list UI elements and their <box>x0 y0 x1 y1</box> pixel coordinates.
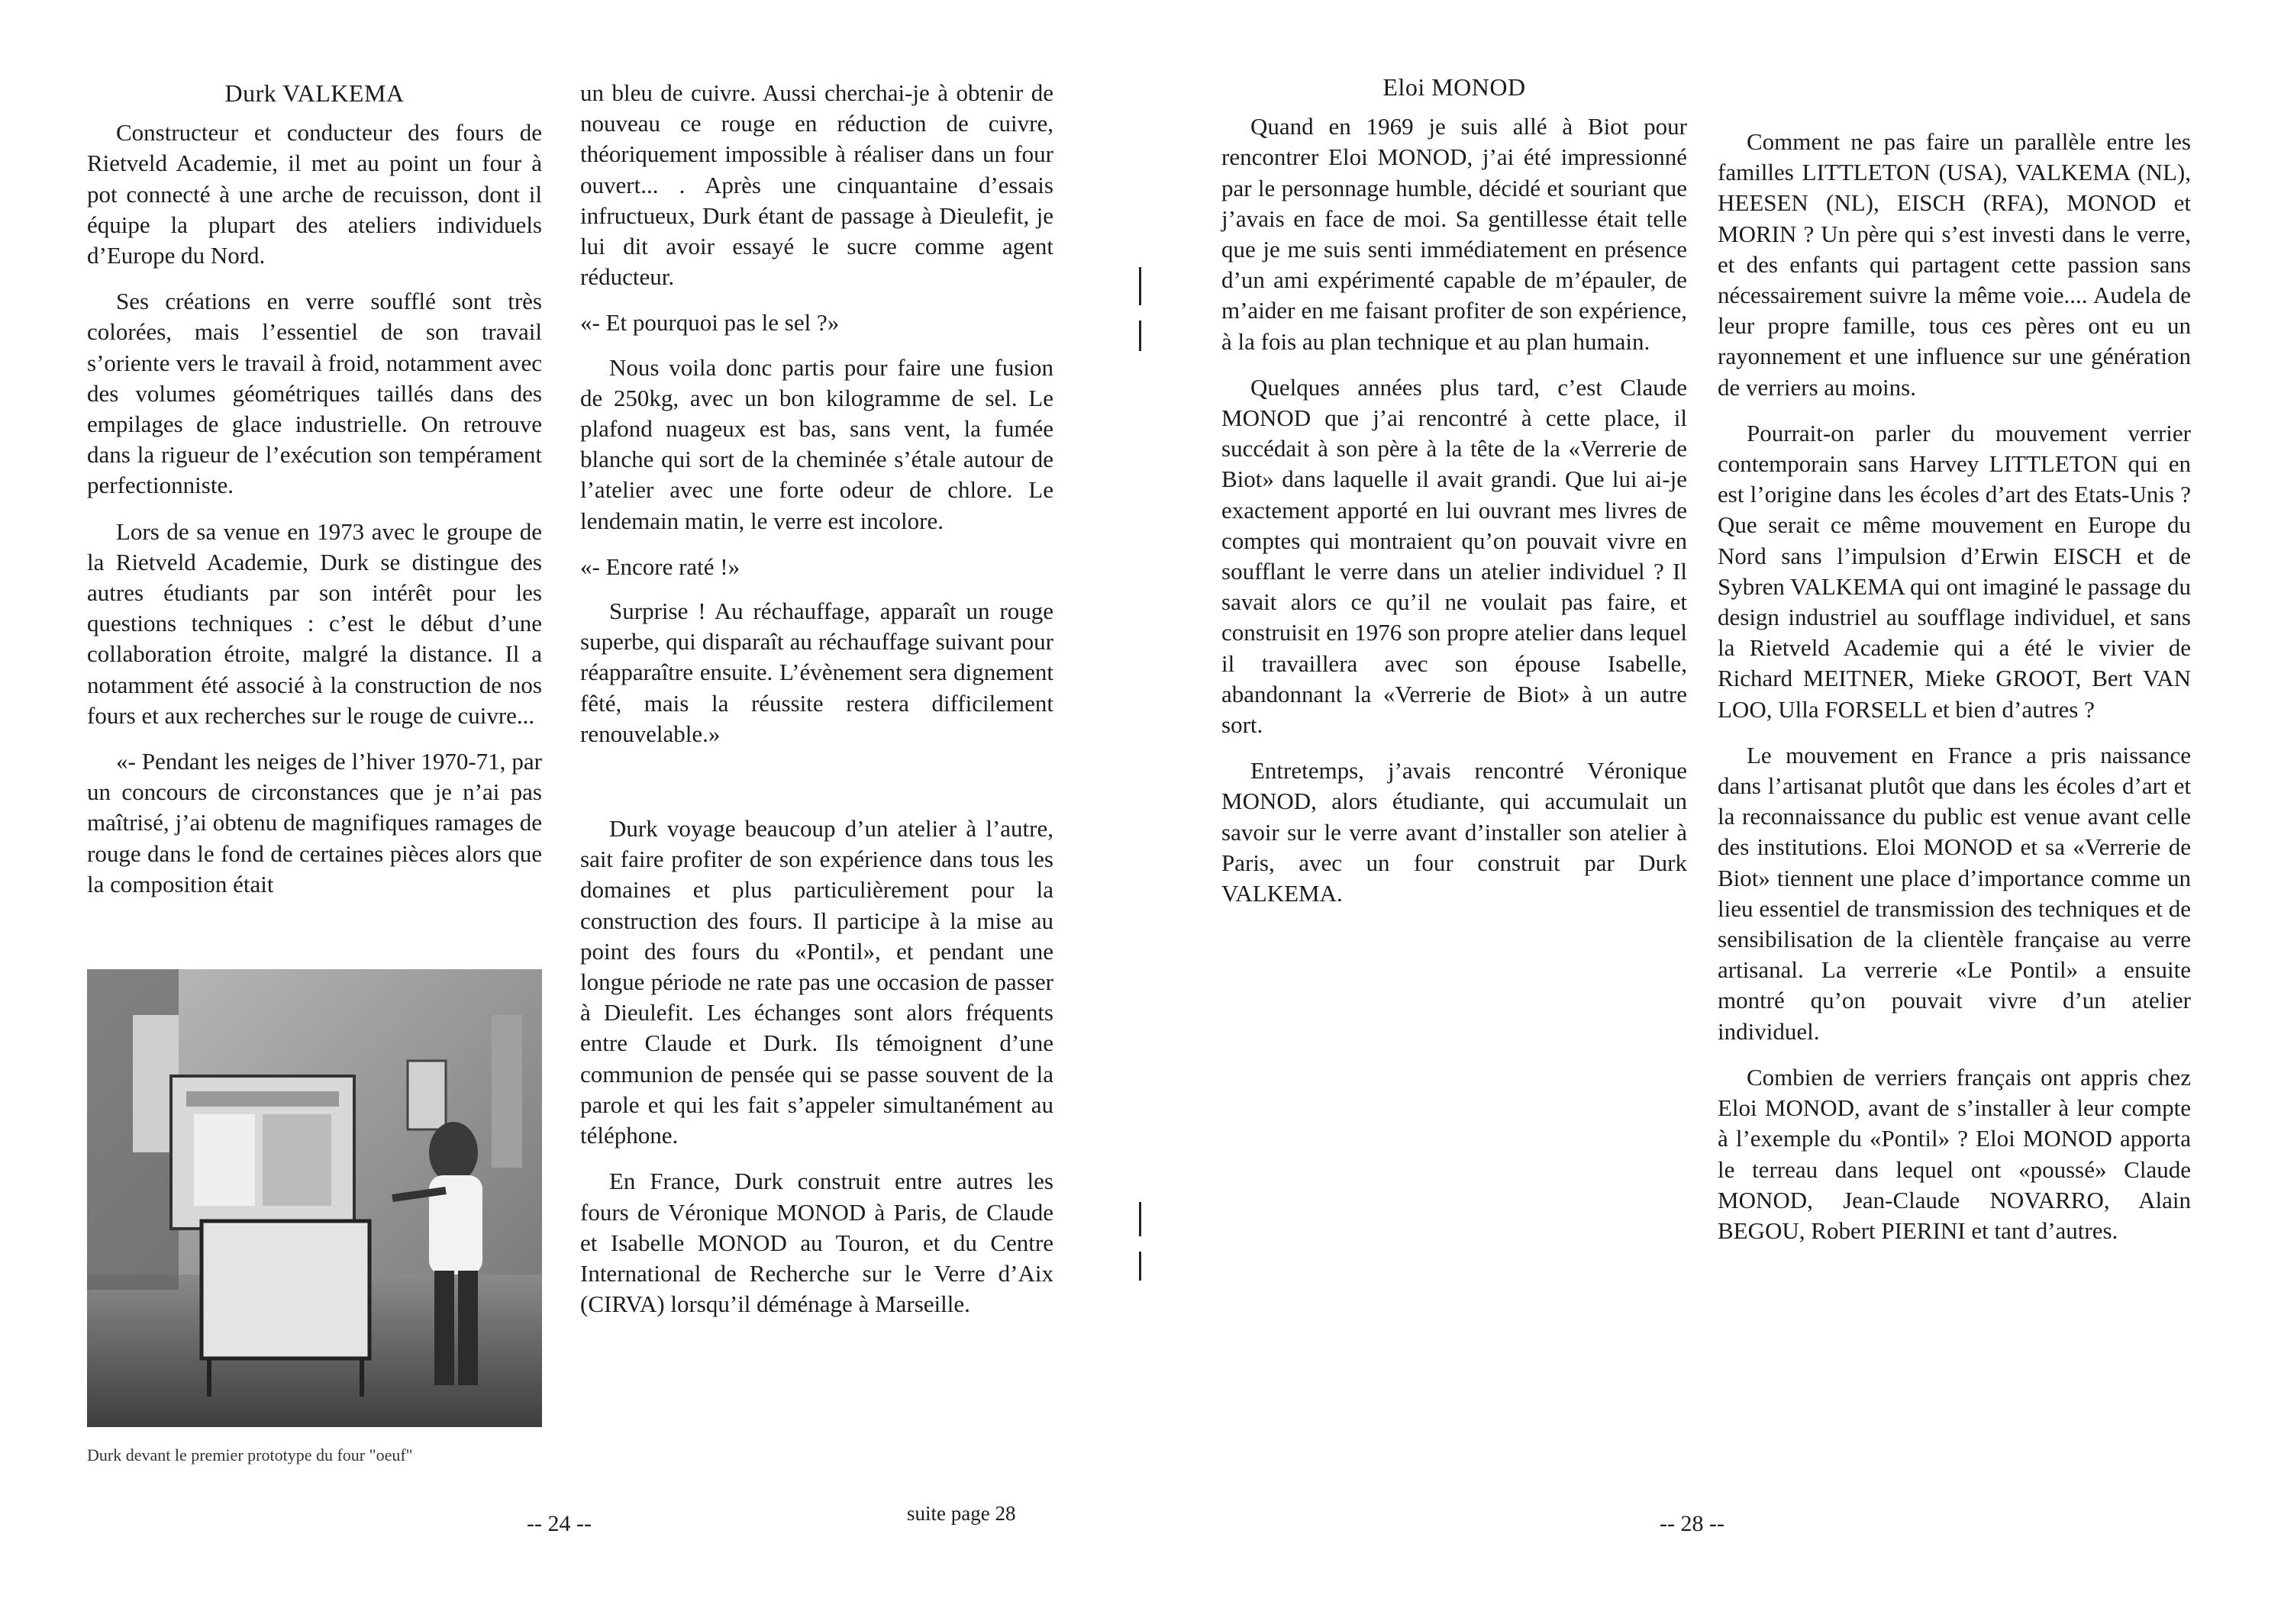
paragraph: Quelques années plus tard, c’est Claude MONOD que j’ai rencontré à cette place, il succédait à son père à la tête de la «Verrerie de Biot» dans laquelle il avait grandi. Que lui ai-je exactement apporté en lui ouvrant mes livres de comptes qui montraient qu’on pouvait vivre en soufflant le verre dans un atelier individuel ? Il savait alors ce qu’il ne voulait pas faire, et construisit en 1976 son propre atelier dans lequel il travaillera avec son épouse Isabelle, abandonnant la «Verrerie de Biot» à un autre sort. <box>1221 373 1687 739</box>
workshop-photo <box>87 969 542 1427</box>
paragraph: En France, Durk construit entre autres les fours de Véronique MONOD à Paris, de Claude et Isabelle MONOD au Touron, et du Centre International de Recherche sur le Verre d’Aix (CIRVA) lorsqu’il déménage à Marseille. <box>580 1168 1053 1318</box>
paragraph: Combien de verriers français ont appris chez Eloi MONOD, avant de s’installer à leur compte à l’exemple du «Pontil» ? Eloi MONOD apporta le terreau dans lequel ont «poussé» Claude MONOD, Jean-Claude NOVARRO, Alain BEGOU, Robert PIERINI et tant d’autres. <box>1718 1063 2191 1244</box>
workshop-photo-illustration <box>87 969 542 1427</box>
paragraph: Pourrait-on parler du mouvement verrier contemporain sans Harvey LITTLETON qui en est l’origine dans les écoles d’art des Etats-Unis ? Que serait ce même mouvement en Europe du Nord sans l’impulsion d’Erwin EISCH et de Sybren VALKEMA qui ont imaginé le passage du design industriel au soufflage individuel, et sans la Rietveld Academie qui a été le vivier de Richard MEITNER, Mieke GROOT, Bert VAN LOO, Ulla FORSELL et bien d’autres ? <box>1718 419 2191 723</box>
paragraph: Constructeur et conducteur des fours de Rietveld Academie, il met au point un four à pot connecté à une arche de recuisson, dont il équipe la plupart des ateliers individuels d’Europe du Nord. <box>87 119 542 269</box>
paragraph: un bleu de cuivre. Aussi cherchai-je à obtenir de nouveau ce rouge en réduction de cuivre, théoriquement impossible à réaliser dans un four ouvert... . Après une cinquantaine d’essais infructueux, Durk étant de passage à Dieulefit, je lui dit avoir essayé le sucre comme agent réducteur. <box>580 79 1053 291</box>
paragraph: Lors de sa venue en 1973 avec le groupe de la Rietveld Academie, Durk se distingue des autres étudiants par son intérêt pour les questions techniques : c’est le début d’une collaboration étroite, malgré la distance. Il a notamment été associé à la construction de nos fours et aux recherches sur le rouge de cuivre... <box>87 517 542 729</box>
paragraph: Nous voila donc partis pour faire une fusion de 250kg, avec un bon kilogramme de sel. Le plafond nuageux est bas, sans vent, la fumée blanche qui sort de la cheminée s’étale autour de l’atelier avec une forte odeur de chlore. Le lendemain matin, le verre est incolore. <box>580 353 1053 534</box>
paragraph: Comment ne pas faire un parallèle entre les familles LITTLETON (USA), VALKEMA (NL), HEESEN (NL), EISCH (RFA), MONOD et MORIN ? Un père qui s’est investi dans le verre, et des enfants qui partagent cette passion sans nécessairement suivre la même voie.... Audela de leur propre famille, tous ces pères ont eu un rayonnement et une influence sur une génération de verriers au moins. <box>1718 128 2191 401</box>
right-column-1 <box>1221 72 1687 924</box>
paragraph: Le mouvement en France a pris naissance dans l’artisanat plutôt que dans les écoles d’art et la reconnaissance du public est venue avant celle des institutions. Eloi MONOD et sa «Verrerie de Biot» tiennent une place d’importance comme un lieu essentiel de transmission des techniques et de sensibilisation de la clientèle française au verre artisanal. La verrerie «Le Pontil» a ensuite montré qu’on pouvait vivre d’un atelier individuel. <box>1718 741 2191 1045</box>
page-number-28: -- 28 -- <box>1660 1511 1724 1536</box>
paragraph: «- Pendant les neiges de l’hiver 1970-71, par un concours de circonstances que je n’ai pas maîtrisé, j’ai obtenu de magnifiques ramages de rouge dans le fond de certaines pièces alors que la composition était <box>87 748 542 897</box>
right-column-2 <box>1718 127 2191 1262</box>
section-heading-monod: Eloi MONOD <box>1382 73 1526 101</box>
left-column-1 <box>87 78 542 915</box>
paragraph: Ses créations en verre soufflé sont très colorées, mais l’essentiel de son travail s’oriente vers le travail à froid, notamment avec des volumes géométriques taillés dans des empilages de glace industrielle. On retrouve dans la rigueur de l’exécution son tempérament perfectionniste. <box>87 288 542 499</box>
page-number-24: -- 24 -- <box>527 1511 592 1536</box>
section-heading-valkema: Durk VALKEMA <box>224 79 405 107</box>
paragraph: Durk voyage beaucoup d’un atelier à l’autre, sait faire profiter de son expérience dans tous les domaines et plus particulièrement pour la construction des fours. Il participe à la mise au point des fours du «Pontil», et pendant une longue période ne rate pas une occasion de passer à Dieulefit. Les échanges sont alors fréquents entre Claude et Durk. Ils témoignent d’une communion de pensée qui se passe souvent de la parole et qui les fait s’appeler simultanément au téléphone. <box>580 815 1053 1149</box>
left-column-2 <box>580 78 1053 1335</box>
photo-caption: Durk devant le premier prototype du four "oeuf" <box>87 1445 413 1464</box>
paragraph: Quand en 1969 je suis allé à Biot pour rencontrer Eloi MONOD, j’ai été impressionné par le personnage humble, décidé et souriant que j’avais en face de moi. Sa gentillesse était telle que je me suis senti immédiatement en présence d’un ami expérimenté capable de m’épauler, de m’aider en me faisant profiter de son expérience, à la fois au plan technique et au plan humain. <box>1221 113 1687 355</box>
left-page <box>0 0 1140 1624</box>
continued-note: suite page 28 <box>907 1502 1016 1525</box>
quote-line: «- Et pourquoi pas le sel ?» <box>580 309 840 337</box>
paragraph: Surprise ! Au réchauffage, apparaît un rouge superbe, qui disparaît au réchauffage suivant pour réapparaître ensuite. L’évènement sera dignement fêté, mais la réussite restera difficilement renouvelable.» <box>580 598 1053 747</box>
paragraph: Entretemps, j’avais rencontré Véronique MONOD, alors étudiante, qui accumulait un savoir sur le verre avant d’installer son atelier à Paris, avec un four construit par Durk VALKEMA. <box>1221 757 1687 907</box>
quote-line: «- Encore raté !» <box>580 553 740 580</box>
right-page <box>1140 0 2281 1624</box>
